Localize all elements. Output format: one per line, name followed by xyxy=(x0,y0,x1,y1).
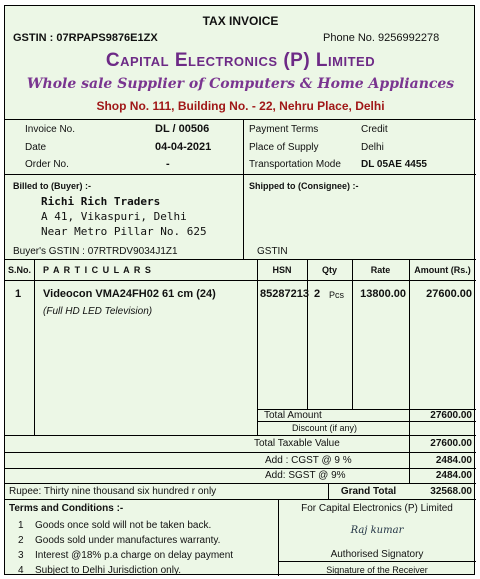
seller-gstin: GSTIN : 07RPAPS9876E1ZX xyxy=(13,32,158,44)
sgst-label: Add: SGST @ 9% xyxy=(265,470,346,481)
row-amount: 27600.00 xyxy=(426,288,472,300)
amount-in-words: Rupee: Thirty nine thousand six hundred r only xyxy=(9,486,217,497)
sgst-value: 2484.00 xyxy=(435,470,472,481)
row-sno: 1 xyxy=(15,288,22,300)
terms-heading: Terms and Conditions :- xyxy=(9,503,124,514)
invoice-no-label: Invoice No. xyxy=(25,124,76,135)
taxable-value-label: Total Taxable Value xyxy=(254,438,340,449)
discount-label: Discount (if any) xyxy=(292,423,358,433)
taxable-value: 27600.00 xyxy=(430,438,472,449)
place-of-supply-label: Place of Supply xyxy=(249,142,319,153)
cgst-label: Add : CGST @ 9 % xyxy=(265,455,352,466)
invoice-date: 04-04-2021 xyxy=(155,141,212,153)
col-rate-header: Rate xyxy=(370,265,391,275)
buyer-address-line1: A 41, Vikaspuri, Delhi xyxy=(41,210,187,223)
col-particulars-header: P A R T I C U L A R S xyxy=(43,265,152,275)
buyer-address-line2: Near Metro Pillar No. 625 xyxy=(41,225,207,238)
row-description: Videocon VMA24FH02 61 cm (24) xyxy=(43,288,216,300)
buyer-gstin: Buyer's GSTIN : 07RTRDV9034J1Z1 xyxy=(13,246,178,257)
signature-name: Raj kumar xyxy=(350,525,404,536)
authorised-signatory: Authorised Signatory xyxy=(330,549,424,560)
for-company: For Capital Electronics (P) Limited xyxy=(301,503,453,514)
company-tagline: Whole sale Supplier of Computers & Home Appliances xyxy=(26,76,455,92)
row-qty: 2 xyxy=(314,288,321,300)
col-sno-header: S.No. xyxy=(7,265,31,275)
order-no-label: Order No. xyxy=(25,159,69,170)
cgst-value: 2484.00 xyxy=(435,455,472,466)
terms-item-text: Goods once sold will not be taken back. xyxy=(35,520,212,531)
transport-mode: DL 05AE 4455 xyxy=(361,159,427,170)
billed-to-label: Billed to (Buyer) :- xyxy=(13,181,91,191)
order-no: - xyxy=(166,158,170,170)
col-qty-header: Qty xyxy=(321,265,337,275)
tax-invoice xyxy=(4,5,475,575)
place-of-supply: Delhi xyxy=(361,142,384,153)
terms-item-text: Goods sold under manufactures warranty. xyxy=(35,535,221,546)
company-address: Shop No. 111, Building No. - 22, Nehru Place, Delhi xyxy=(96,99,385,113)
total-amount-label: Total Amount xyxy=(264,410,322,421)
terms-item-text: Interest @18% p.a charge on delay payment xyxy=(35,550,234,561)
shipped-gstin-label: GSTIN xyxy=(257,246,288,257)
seller-phone: Phone No. 9256992278 xyxy=(323,32,440,44)
terms-item-text: Subject to Delhi Jurisdiction only. xyxy=(35,565,181,576)
invoice-no: DL / 00506 xyxy=(155,123,210,135)
terms-item-number: 2 xyxy=(18,535,24,546)
payment-terms: Credit xyxy=(361,124,388,135)
row-rate: 13800.00 xyxy=(360,288,406,300)
terms-item-number: 1 xyxy=(18,520,24,531)
shipped-to-label: Shipped to (Consignee) :- xyxy=(249,181,359,191)
terms-item-number: 4 xyxy=(18,565,24,576)
grand-total: 32568.00 xyxy=(430,486,472,497)
transport-label: Transportation Mode xyxy=(249,159,341,170)
row-unit: Pcs xyxy=(329,290,345,300)
invoice-title: TAX INVOICE xyxy=(202,14,279,28)
date-label: Date xyxy=(25,142,47,153)
buyer-name: Richi Rich Traders xyxy=(41,195,161,208)
terms-item-number: 3 xyxy=(18,550,24,561)
col-hsn-header: HSN xyxy=(272,265,292,275)
row-sub-description: (Full HD LED Television) xyxy=(43,306,153,317)
col-amount-header: Amount (Rs.) xyxy=(414,265,471,275)
company-name: Capital Electronics (P) Limited xyxy=(105,50,376,71)
payment-terms-label: Payment Terms xyxy=(249,124,319,135)
row-hsn: 85287213 xyxy=(260,288,309,300)
receiver-signature: Signature of the Receiver xyxy=(326,565,428,575)
grand-total-label: Grand Total xyxy=(340,486,397,497)
total-amount: 27600.00 xyxy=(430,410,472,421)
